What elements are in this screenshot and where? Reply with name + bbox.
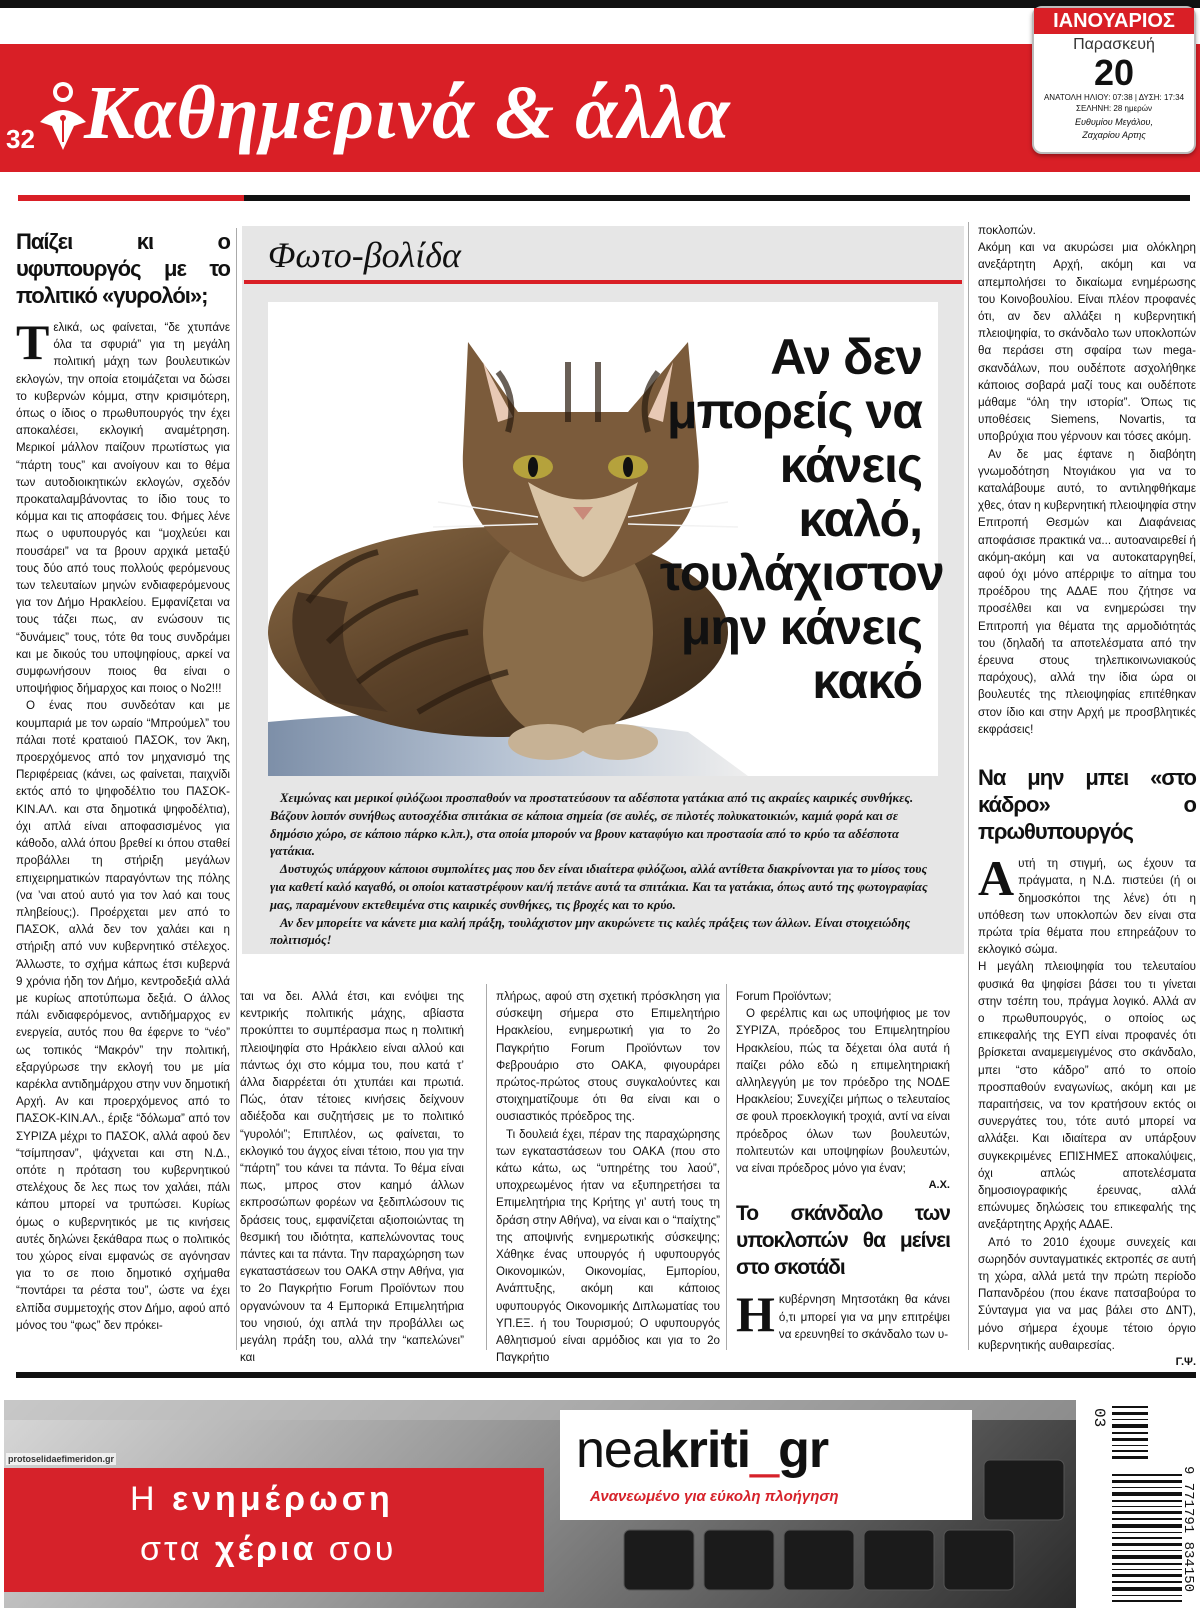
barcode [1078,1400,1196,1610]
photo-caption-p2: Δυστυχώς υπάρχουν κάποιοι συμπολίτες μας που δεν είναι ιδιαίτερα φιλόζωοι, αλλά αντίθετα διακρίνονται για το μίσος τους για καθετί καλό καγαθό, οι οποίοι καταστρέφουν και/ή πετάνε αυτά τα σπιτάκια. Και τα γατάκια, όπως αυτό της φωτογραφίας μας, παραμένουν εκτεθειμένα στις καιρικές συνθήκες, τις βροχές και το κρύο. [270,862,928,912]
source-watermark: protoselidaefimeridon.gr [8,1454,115,1464]
calendar-names-line-1: Ευθυμίου Μεγάλου, [1074,117,1153,127]
header-separator-black [244,195,1190,201]
article-scandal-right-p3: Αν δε μας έφτανε η διαβόητη γνωμοδότηση Ντογιάκου για να το καταλάβουμε αυτό, το αντιληφθήκαμε χθες, όταν η κυβερνητική πλειοψηφία στην Επιτροπή Θεσμών και Διαφάνειας απoφάσισε πρακτικά να... αυτοαναιρεθεί ή ακόμη-ακόμη και να αυτοκαταργηθεί, αφού όχι μόνο απέρριψε το αίτημα του προέδρου της ΑΔΑΕ που ζήτησε να προσέλθει και να ενημερώσει την Επιτροπή για θέματα της αρμοδιότητάς του (δηλαδή τα αποτελέσματα από την έρευνα στους τηλεπικοινωνιακούς παρόχους), αλλά την ίδια ώρα οι βουλευτές της πλειοψηφίας επιτέθηκαν στον ίδιο και στην Αρχή με προσβλητικές εκφράσεις! [978,447,1196,736]
article-scandal-paragraph-1 [736,1286,950,1343]
article-pm-headline: Να μην μπει «στο κάδρο» ο πρωθυπουργός [978,765,1196,845]
calendar-name-days [1034,116,1194,142]
photo-feature-rule [244,280,962,284]
article-middle-col3-p1: πλήρως, αφού στη σχετική πρόσκληση για σύσκεψη σήμερα στο Επιμελητήριο Ηρακλείου, ενημερωτική για το 2ο Παγκρήτιο Forum Προϊόντων τον Φεβρουάριο στο ΟΑΚΑ, φιγουράρει πρώτος-πρώτος στους συγκαλούντες και στοιχηματίζουμε ότι θα είναι και ο ουσιαστικός πρόεδρος της. [496,990,720,1124]
column-divider [726,984,727,1350]
calendar-month: ΙΑΝΟΥΑΡΙΟΣ [1034,8,1194,34]
logo-part-underscore: _ [750,1421,779,1479]
calendar-sun-times: ΑΝΑΤΟΛΗ ΗΛΙΟΥ: 07:38 | ΔΥΣΗ: 17:34 [1043,93,1185,102]
ad-red-panel [4,1468,544,1592]
date-calendar-box [1032,6,1196,154]
article-pm-signature: Γ.Ψ. [1175,1355,1196,1368]
article-left-paragraph-1 [16,314,230,697]
article-middle-col4-p2: Ο φερέλπις και ως υποψήφιος με τον ΣΥΡΙΖΑ, πρόεδρος του Επιμελητηρίου Ηρακλείου, πώς τα δέχεται όλα αυτά ή παίζει ρόλο εδώ η επιμελητηριακή αλληλεγγύη με τον πρόεδρο της ΝΟΔΕ Ηρακλείου; Συνεχίζει μήπως ο τελευταίος σε φουλ προεκλογική τροχιά, αντί να είναι πρόεδρος όλων των βουλευτών, πολιτευτών και υποψηφίων βουλευτών, να είναι πρόεδρος μόνο για έναν; [736,1007,950,1176]
calendar-date: 20 [1093,52,1135,93]
ad-logo-panel [560,1410,972,1520]
article-left-p1-text: ελικά, ως φαίνεται, “δε χτυπάνε όλα τα σφυριά” για τη μεγάλη πολιτική μάχη των βουλευτικών εκλογών, την οποία ετοιμάζεται να δώσει το κυβερνών κόμμα, στην κρισιμότερη, όπως ο ίδιος ο πρωθυπουργός την έχει αποκαλέσει, εκλογική αναμέτρηση. Μερικοί μάλλον παίζουν πρωτίστως για “πάρτη τους” και ανοίγουν και το θέμα των αυτοδιοικητικών εκλογών, σχεδόν προκαταλαμβάνοντας το ίδιο τους το κόμμα και τις αποφάσεις του. Φήμες λένε πως ο υφυπουργός και “μοχλεύει και πουσάρει” να τα βρουν αρχικά μεταξύ τους δύο από τους πολλούς φερόμενους των τελευταίων μηνών ενδιαφερόμενους για τον Δήμο Ηρακλείου. Εμφανίζεται να τους τάζει πως, αν ενώσουν τις “δυνάμεις” τους, τότε θα τους συνδράμει και με δικούς του υποψηφίους, αρκεί να συμφωνήσουν ποιος θα είναι ο υποψήφιος δήμαρχος και ποιος ο Νο2!!! [16,321,230,696]
article-middle-col4-p1: Forum Προϊόντων; [736,990,832,1003]
ad-slogan-line-1 [130,1480,394,1519]
pen-nib-logo-icon [36,78,90,152]
article-right-column [978,222,1196,1368]
page-number: 32 [6,124,35,154]
article-scandal-dropcap: Η [736,1286,775,1343]
barcode-number: 9 771791 834150 [1180,1466,1196,1593]
article-middle-column-3 [496,988,720,1365]
photo-feature-quote: Αν δεν μπορείς να κάνεις καλό, τουλάχιστον μην κάνεις κακό [660,329,944,709]
header-separator-red [18,195,244,201]
top-rule [0,0,1200,8]
logo-part-gr: gr [778,1421,829,1479]
article-middle-column-4 [736,988,950,1350]
column-divider [236,228,237,1350]
calendar-moon: ΣΕΛΗΝΗ: 28 ημερών [1076,104,1152,113]
ad-tagline: Ανανεωμένο για εύκολη πλοήγηση [590,1488,839,1505]
article-middle-col2-text: ται να δει. Αλλά έτσι, και ενόψει της κεντρικής πολιτικής μάχης, αβίαστα προκύπτει το συμπέρασμα πως η πολιτική πλειοψηφία στο Ηράκλειο είναι αλλού και πάντως όχι στο κόμμα του, που κατά τ’ άλλα διαρρέεται ότι χτυπάει και πρωτιά. Πώς, όταν τέτοιες κινήσεις δείχνουν αδιέξοδα και συζητήσεις με το πολιτικό “γυρολόι”; Επιπλέον, ως φαίνεται, το εκλογικό του άγχος είναι τέτοιο, που για την “πάρτη” του κάνει τα πάντα. Το θέμα είναι πως, μπρος στον καημό άλλων εκπροσώπων φορέων να ξεδιπλώσουν τις δράσεις τους, εμφανίζεται αξιοποιώντας τη θεσμική του ιδιότητα, καπελώνοντας τους πάντες και τα πάντα. Την παραχώρηση των εγκαταστάσεων του ΟΑΚΑ στην Αθήνα, για το 2ο Παγκρήτιο Forum Προϊόντων που οργανώνουν τα 4 Εμπορικά Επιμελητήρια του νησιού, όχι απλά την προβάλλει ως μεγάλη πράξη του, αλλά την “καπελώνει” και [240,990,464,1365]
ad-slogan-word-2: ενημέρωση [172,1480,394,1518]
article-left-column [16,228,230,1350]
article-pm-p3: Από το 2010 έχουμε συνεχείς και σωρηδόν συνταγματικές εκτροπές σε αυτή τη χώρα, αλλά μετά την πρώτη περίοδο Παπανδρέου (που έκανε πατσαβούρα το Σύνταγμα για να μας βάλει στο ΔΝΤ), μόνο σήμερα έχουμε τέτοιο όργιο κυβερνητικής αυθαιρεσίας. [978,1235,1196,1352]
article-scandal-headline: Το σκάνδαλο των υποκλοπών θα μείνει στο σκοτάδι [736,1202,950,1280]
neakriti-logo [576,1420,828,1480]
footer-rule [16,1372,1196,1378]
article-left-dropcap: Τ [16,314,50,370]
article-left-paragraph-2: Ο ένας που συνδεόταν και με κουμπαριά με τον ωραίο “Μπρούμελ” του πάλαι ποτέ κραταιού ΠΑΣΟΚ, τον Άκη, προερχόμενος από τον μηχανισμό της Περιφέρειας (κάνει, ως φαίνεται, παιχνίδι εκτός από το ψηφοδέλτιο του ΠΑΣΟΚ-ΚΙΝ.ΑΛ. και στα δημοτικά ψηφοδέλτια), όχι απλά είναι αποφασισμένος για κάθοδο, αλλά όπου βρεθεί κι όπου σταθεί προβάλλει τη στήριξη μεγάλων επιχειρηματικών παραγόντων της πόλης (να ’ναι ατού αυτό για τον λαό και τους πληβείους;). Προέρχεται μεν από το ΠΑΣΟΚ, αλλά δεν τον χαλάει και η στήριξη από νυν κυβερνητικό στέλεχος. Άλλωστε, το σχήμα κάπως έτσι κυβερνά 9 χρόνια ήδη τον Δήμο, κεντροδεξιά αλλά με κυρίως αποτύπωμα δεξιά. Ο άλλος πάλι ενδιαφερόμενος, αντιδήμαρχος εν ενεργεία, αυτός που θα έφερνε το “νέο” ως τοπικός “Μακρόν” την πολιτική, εξαργύρωσε την εκλογή του με μία καρέκλα αντιδημάρχου στην νυν δημοτική Αρχή. Αν και προερχόμενος από το ΠΑΣΟΚ-ΚΙΝ.ΑΛ., έριξε “δόλωμα” από τον ΣΥΡΙΖΑ μέχρι το ΠΑΣΟΚ, αλλά αφού δεν “τσίμπησαν”, ψάχνεται και στη Ν.Δ., οπότε η πρόταση του κυβερνητικού στελέχους δε λες πως τον χαλάει, πάλι κάπου μπορεί να τρυπώσει. Κυρίως όμως ο κυβερνητικός με τις κινήσεις αυτές δηλώνει ξεκάθαρα πως ο πολιτικός του χώρος είναι εμφανώς σε αγόνησαν για το σε ποιο δημοτικό σχήμαθα “ποντάρει τα ρέστα του”, ώστε να έχει ελπίδα συμμετοχής στον Δήμο, αφού από μόνος του “φως” δεν πρόκει- [16,699,230,1332]
section-title: Καθημερινά & άλλα [84,71,731,155]
photo-caption [270,790,940,950]
logo-part-nea: nea [576,1421,660,1479]
calendar-weekday: Παρασκευή [1073,36,1155,53]
article-scandal-p1-text: κυβέρνηση Μητσοτάκη θα κάνει ό,τι μπορεί για να μην επιτρέψει να ερευνηθεί το σκάνδαλο των υ- [778,1293,950,1341]
logo-part-kriti: kriti [659,1421,751,1479]
barcode-bars-icon [1078,1400,1196,1610]
column-divider [486,984,487,1350]
article-left-headline: Παίζει κι ο υφυπουργός με το πολιτικό «γυρολόι»; [16,229,230,308]
article-scandal-right-p2: Ακόμη και να ακυρώσει μια ολόκληρη ανεξάρτητη Αρχή, ακόμη και να απεμπολήσει το δικαίωμα ενημέρωσης του Κοινοβουλίου. Είναι πλέον προφανές ότι, αν δεν αλλάξει η κυβερνητική πλειοψηφία, το σκάνδαλο των υποκλοπών θα περάσει στη σφαίρα των mega-σκανδάλων, που ουδέποτε ασχολήθηκε κάποιος σοβαρά μαζί τους και ουδέποτε μάθαμε “όλη την ιστορία”. Όπως τις υποθέσεις Siemens, Novartis, τα υποβρύχια που γέρνουν και τόσες ακόμη. [978,241,1196,444]
ad-slogan-word-5: σου [328,1530,397,1568]
barcode-issue: 03 [1090,1408,1108,1428]
article-pm-paragraph-1 [978,850,1196,958]
photo-caption-p1: Χειμώνας και μερικοί φιλόζωοι προσπαθούν να προστατεύσουν τα αδέσποτα γατάκια από τις ακραίες καιρικές συνθήκες. Βάζουν λοιπόν συνήθως αυτοσχέδια σπιτάκια σε κάποια σημεία (σε αυλές, σε πιλοτές πολυκατοικιών, καμιά φορά και σε δημόσιο χώρο, σε κάποιο πάρκο κ.λπ.), στα οποία μπορούν να βρουν καταφύγιο και προστασία από το κρύο τα αδέσποτα γατάκια. [270,791,914,859]
article-middle-column-2 [240,988,464,1365]
article-middle-col3-p2: Τι δουλειά έχει, πέραν της παραχώρησης των εγκαταστάσεων του ΟΑΚΑ (που στο κάτω κάτω, ως “υπηρέτης του λαού”, υποχρεωμένος ήταν να εξυπηρετήσει τα Επιμελητήρια της Κρήτης γι’ αυτή τους τη δράση στην Αθήνα), να είναι και ο “παίχτης” της αποψινής ενημερωτικής σύσκεψης; Χάθηκε ένας υπουργός ή υφυπουργός Οικονομικών, Οικονομίας, Εμπορίου, Ανάπτυξης, ακόμη και κάποιος υφυπουργός Οικονομικής Διπλωματίας του ΥΠ.ΕΞ. ή του Τουρισμού; Ο υφυπουργός Αθλητισμού είναι αρμόδιος και για το 2ο Παγκρήτιο [496,1127,720,1365]
calendar-names-line-2: Ζαχαρίου Αρτης [1082,130,1146,140]
article-pm-dropcap: Α [978,850,1015,907]
ad-slogan-line-2 [140,1530,396,1569]
photo-caption-p3: Αν δεν μπορείτε να κάνετε μια καλή πράξη, τουλάχιστον μην ακυρώνετε τις καλές πράξεις των άλλων. Είναι στοιχειώδης πολιτισμός! [270,915,911,948]
ad-slogan-word-1: Η [130,1480,159,1518]
article-middle-signature: Α.Χ. [928,1179,950,1192]
photo-feature-label: Φωτο-βολίδα [268,235,461,275]
article-pm-p2: Η μεγάλη πλειοψηφία του τελευταίου φυσικά θα ψηφίσει βάσει του τι γίνεται στην τσέπη του, πράγμα λογικό. Αλλά αν ο πρωθυπουργός, ο οποίος ως επικεφαλής της ΕΥΠ είναι προφανές ότι βρίσκεται αναμεμειγμένος στο σκάνδαλο, μπει “στο κάδρο” από το οποίο προσπαθούν εναγωνίως, ακόμη και με παραιτήσεις, να τον κρατήσουν εκτός οι συνεργάτες του, τότε αυτό μπορεί να αλλάξει. Και ιδιαίτερα αν υπάρξουν συγκεκριμένες ΕΠΙΣΗΜΕΣ αποκαλύψεις, όχι απλώς αποτελέσματα δημοσιογραφικής έρευνας, αλλά επώνυμες δηλώσεις του επικεφαλής της ανεξάρτητης Αρχής ΑΔΑΕ. [978,960,1196,1232]
column-divider [968,222,969,1350]
article-scandal-right-p1: ποκλοπών. [978,224,1036,237]
article-pm-p1-text: υτή τη στιγμή, ως έχουν τα πράγματα, η Ν.Δ. πιστεύει (ή οι δημοσκόποι της λένε) ότι η υπόθεση των υποκλοπών δεν είναι στα πρώτα τρία θέματα που επηρεάζουν το εκλογικό σώμα. [978,857,1196,957]
ad-slogan-word-3: στα [140,1530,203,1568]
ad-slogan-word-4: χέρια [215,1530,317,1568]
